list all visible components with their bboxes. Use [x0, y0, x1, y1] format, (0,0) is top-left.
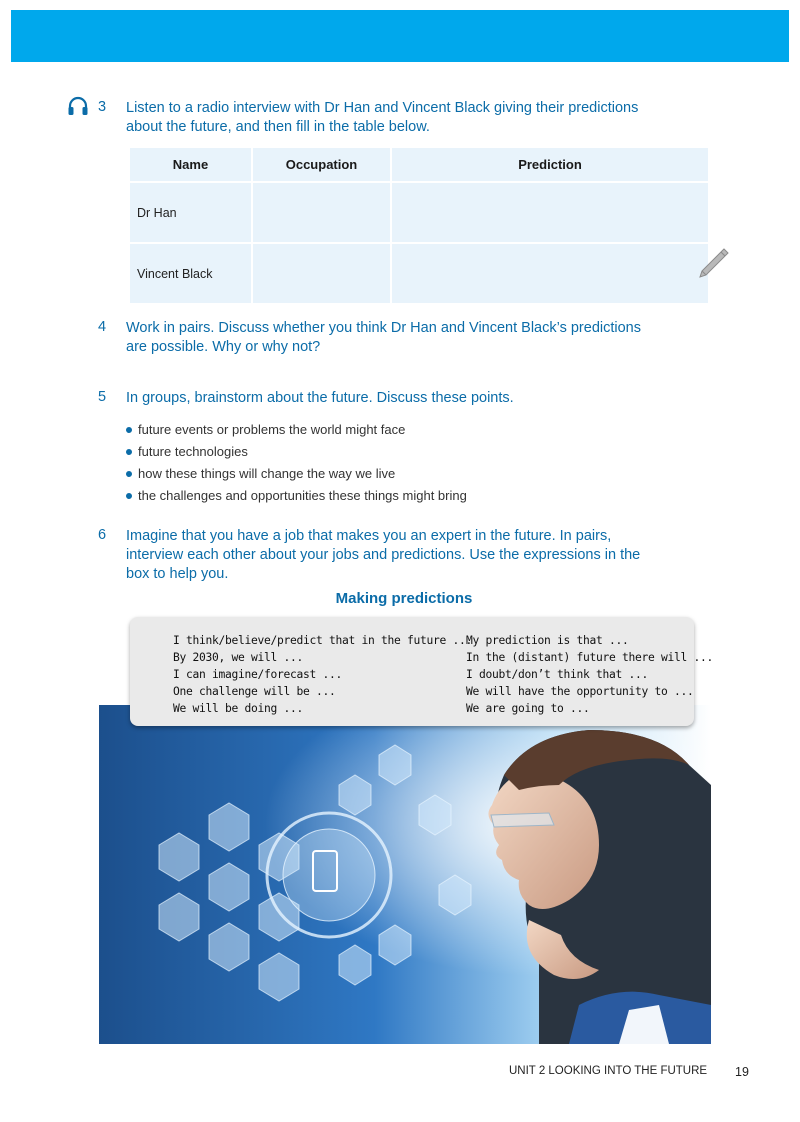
bullet: [126, 427, 132, 433]
cell-prediction[interactable]: [391, 243, 709, 304]
bullet: [126, 449, 132, 455]
table-row: [129, 182, 709, 243]
task-6-instruction: [126, 527, 726, 584]
table-row: [129, 243, 709, 304]
task-3-instruction-line: about the future, and then fill in the table below.: [126, 119, 430, 135]
header-occupation: Occupation: [252, 147, 391, 182]
task-6-instruction-line: interview each other about your jobs and predictions. Use the expressions in the: [126, 547, 641, 563]
point-text: future technologies: [138, 444, 248, 459]
header-name: Name: [129, 147, 252, 182]
task-4-number: 4: [98, 319, 107, 335]
list-item: [126, 420, 467, 442]
header-prediction: Prediction: [391, 147, 709, 182]
cell-name: Dr Han: [129, 182, 252, 243]
expressions-right-column: [466, 632, 713, 717]
task-3-instruction-line: Listen to a radio interview with Dr Han and Vincent Black giving their predictions: [126, 100, 639, 116]
expressions-box: [130, 617, 714, 726]
task-4-instruction-line: Work in pairs. Discuss whether you think Dr Han and Vincent Black’s predictions: [126, 320, 641, 336]
future-technology-illustration: [99, 705, 711, 1044]
expression: In the (distant) future there will ...: [466, 651, 714, 664]
task-6-instruction-line: box to help you.: [126, 566, 229, 582]
expression: I doubt/don’t think that ...: [466, 668, 649, 681]
header-band: [11, 10, 789, 62]
bullet: [126, 493, 132, 499]
expression: I think/believe/predict that in the future ...: [173, 634, 473, 647]
expression: My prediction is that ...: [466, 634, 629, 647]
task-5-instruction: In groups, brainstorm about the future. Discuss these points.: [126, 390, 514, 406]
task-6-number: 6: [98, 527, 107, 543]
task-5-number: 5: [98, 389, 107, 405]
cell-occupation[interactable]: [252, 243, 391, 304]
table-header-row: [129, 147, 709, 182]
task-3-number: 3: [98, 99, 107, 115]
task-4-instruction: [126, 319, 726, 357]
cell-prediction[interactable]: [391, 182, 709, 243]
unit-title: UNIT 2 LOOKING INTO THE FUTURE: [509, 1065, 708, 1077]
task-3-instruction: [126, 99, 726, 137]
list-item: [126, 442, 467, 464]
point-text: future events or problems the world might face: [138, 422, 406, 437]
expressions-left-column: [173, 632, 472, 717]
page-number: 19: [735, 1065, 749, 1079]
prediction-table: [128, 146, 710, 305]
expression: One challenge will be ...: [173, 685, 336, 698]
expression: I can imagine/forecast ...: [173, 668, 343, 681]
expression: We will have the opportunity to ...: [466, 685, 694, 698]
task-4-instruction-line: are possible. Why or why not?: [126, 339, 321, 355]
list-item: [126, 464, 467, 486]
point-text: the challenges and opportunities these things might bring: [138, 488, 467, 503]
list-item: [126, 486, 467, 508]
task-6-instruction-line: Imagine that you have a job that makes you an expert in the future. In pairs,: [126, 528, 612, 544]
discussion-points: [126, 420, 467, 508]
bullet: [126, 471, 132, 477]
headphones-icon: [67, 96, 89, 116]
expression: We will be doing ...: [173, 702, 304, 715]
cell-occupation[interactable]: [252, 182, 391, 243]
box-title: Making predictions: [335, 590, 473, 607]
point-text: how these things will change the way we live: [138, 466, 396, 481]
pencil-icon: [694, 246, 730, 282]
cell-name: Vincent Black: [129, 243, 252, 304]
expression: By 2030, we will ...: [173, 651, 304, 664]
expression: We are going to ...: [466, 702, 590, 715]
